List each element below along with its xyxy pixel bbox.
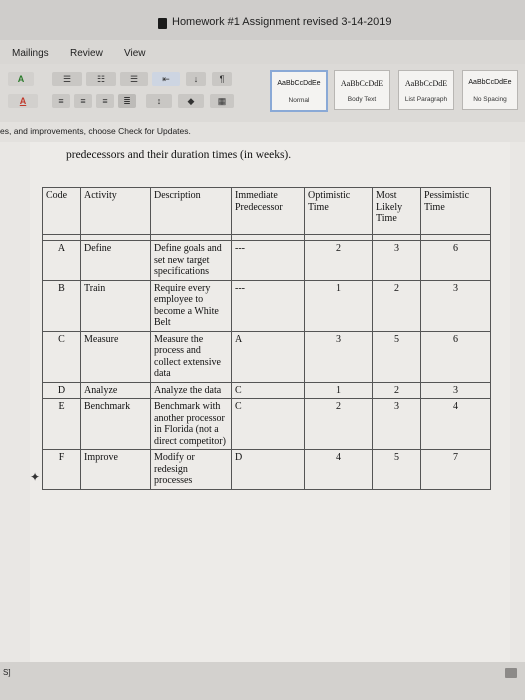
cell-description: Require every employee to become a White Belt bbox=[151, 280, 232, 331]
align-center-button[interactable] bbox=[74, 94, 92, 108]
cell-description: Measure the process and collect extensive data bbox=[151, 331, 232, 382]
cell-description: Modify or redesign processes bbox=[151, 450, 232, 490]
cell-most-likely: 2 bbox=[373, 280, 421, 331]
cell-pessimistic: 4 bbox=[421, 399, 491, 450]
cell-code: B bbox=[43, 280, 81, 331]
show-formatting-button[interactable] bbox=[212, 72, 232, 86]
cell-predecessor: C bbox=[232, 399, 305, 450]
cell-activity: Define bbox=[81, 241, 151, 281]
cell-pessimistic: 3 bbox=[421, 280, 491, 331]
cell-pessimistic: 6 bbox=[421, 241, 491, 281]
shading-button[interactable] bbox=[178, 94, 204, 108]
header-activity: Activity bbox=[81, 188, 151, 235]
borders-icon: ▦ bbox=[217, 96, 227, 106]
header-predecessor: Immediate Predecessor bbox=[232, 188, 305, 235]
header-optimistic: Optimistic Time bbox=[305, 188, 373, 235]
activity-table bbox=[42, 187, 491, 490]
numbering-button[interactable] bbox=[86, 72, 116, 86]
align-center-icon: ≡ bbox=[80, 96, 86, 106]
numbering-icon: ☷ bbox=[96, 74, 106, 84]
paint-bucket-icon: ◆ bbox=[187, 96, 195, 106]
cell-most-likely: 3 bbox=[373, 241, 421, 281]
line-spacing-icon: ↕ bbox=[156, 96, 162, 106]
multilevel-list-button[interactable] bbox=[120, 72, 148, 86]
table-row bbox=[43, 450, 491, 490]
bullets-button[interactable] bbox=[52, 72, 82, 86]
window-title: Homework #1 Assignment revised 3-14-2019 bbox=[172, 16, 392, 28]
cell-optimistic: 3 bbox=[305, 331, 373, 382]
cell-predecessor: C bbox=[232, 382, 305, 399]
table-row bbox=[43, 382, 491, 399]
sort-button[interactable] bbox=[186, 72, 206, 86]
style-body-text[interactable]: AaBbCcDdE Body Text bbox=[334, 70, 390, 110]
align-right-button[interactable] bbox=[96, 94, 114, 108]
intro-text: predecessors and their duration times (in weeks). bbox=[66, 149, 292, 161]
cell-predecessor: D bbox=[232, 450, 305, 490]
font-color-button[interactable] bbox=[8, 94, 38, 108]
cell-pessimistic: 3 bbox=[421, 382, 491, 399]
cell-pessimistic: 7 bbox=[421, 450, 491, 490]
bullets-icon: ☰ bbox=[62, 74, 72, 84]
cell-code: E bbox=[43, 399, 81, 450]
header-code: Code bbox=[43, 188, 81, 235]
justify-icon: ≣ bbox=[123, 96, 131, 106]
cell-code: C bbox=[43, 331, 81, 382]
line-spacing-button[interactable] bbox=[146, 94, 172, 108]
tab-review[interactable]: Review bbox=[70, 48, 103, 59]
document-icon bbox=[158, 18, 167, 29]
cell-optimistic: 4 bbox=[305, 450, 373, 490]
status-text: S] bbox=[3, 668, 11, 677]
cell-optimistic: 1 bbox=[305, 382, 373, 399]
header-most-likely: Most Likely Time bbox=[373, 188, 421, 235]
cell-activity: Train bbox=[81, 280, 151, 331]
update-message: es, and improvements, choose Check for Updates. bbox=[0, 126, 191, 136]
decrease-indent-button[interactable] bbox=[152, 72, 180, 86]
cell-optimistic: 2 bbox=[305, 399, 373, 450]
style-normal[interactable]: AaBbCcDdEe Normal bbox=[270, 70, 328, 112]
multilevel-icon: ☰ bbox=[129, 74, 139, 84]
table-row bbox=[43, 280, 491, 331]
cell-description: Analyze the data bbox=[151, 382, 232, 399]
cell-most-likely: 5 bbox=[373, 450, 421, 490]
table-row bbox=[43, 399, 491, 450]
cell-most-likely: 3 bbox=[373, 399, 421, 450]
header-description: Description bbox=[151, 188, 232, 235]
star-mark-icon: ✦ bbox=[30, 470, 41, 484]
cell-code: A bbox=[43, 241, 81, 281]
cell-activity: Analyze bbox=[81, 382, 151, 399]
cell-description: Define goals and set new target specifications bbox=[151, 241, 232, 281]
cell-optimistic: 2 bbox=[305, 241, 373, 281]
font-color-icon: A bbox=[19, 96, 27, 106]
sort-icon: ↓ bbox=[193, 74, 199, 84]
table-row bbox=[43, 331, 491, 382]
align-right-icon: ≡ bbox=[102, 96, 108, 106]
cell-pessimistic: 6 bbox=[421, 331, 491, 382]
status-bar bbox=[0, 662, 525, 700]
cell-most-likely: 2 bbox=[373, 382, 421, 399]
highlight-icon: A bbox=[17, 74, 25, 84]
cell-predecessor: --- bbox=[232, 280, 305, 331]
highlight-color-button[interactable] bbox=[8, 72, 34, 86]
style-no-spacing[interactable]: AaBbCcDdEe No Spacing bbox=[462, 70, 518, 110]
cell-description: Benchmark with another processor in Florida (not a direct competitor) bbox=[151, 399, 232, 450]
cell-activity: Improve bbox=[81, 450, 151, 490]
align-left-icon: ≡ bbox=[58, 96, 64, 106]
table-header-row bbox=[43, 188, 491, 235]
align-left-button[interactable] bbox=[52, 94, 70, 108]
view-toggle-icon[interactable] bbox=[505, 668, 517, 678]
pilcrow-icon: ¶ bbox=[219, 74, 225, 84]
tab-mailings[interactable]: Mailings bbox=[12, 48, 49, 59]
cell-code: D bbox=[43, 382, 81, 399]
style-list-paragraph[interactable]: AaBbCcDdE List Paragraph bbox=[398, 70, 454, 110]
table-row bbox=[43, 241, 491, 281]
justify-button[interactable] bbox=[118, 94, 136, 108]
header-pessimistic: Pessimistic Time bbox=[421, 188, 491, 235]
cell-most-likely: 5 bbox=[373, 331, 421, 382]
indent-icon: ⇤ bbox=[162, 74, 170, 84]
update-message-bar bbox=[0, 122, 525, 142]
title-bar bbox=[0, 0, 525, 40]
borders-button[interactable] bbox=[210, 94, 234, 108]
tab-view[interactable]: View bbox=[124, 48, 146, 59]
cell-predecessor: --- bbox=[232, 241, 305, 281]
cell-code: F bbox=[43, 450, 81, 490]
cell-optimistic: 1 bbox=[305, 280, 373, 331]
cell-activity: Benchmark bbox=[81, 399, 151, 450]
cell-predecessor: A bbox=[232, 331, 305, 382]
cell-activity: Measure bbox=[81, 331, 151, 382]
